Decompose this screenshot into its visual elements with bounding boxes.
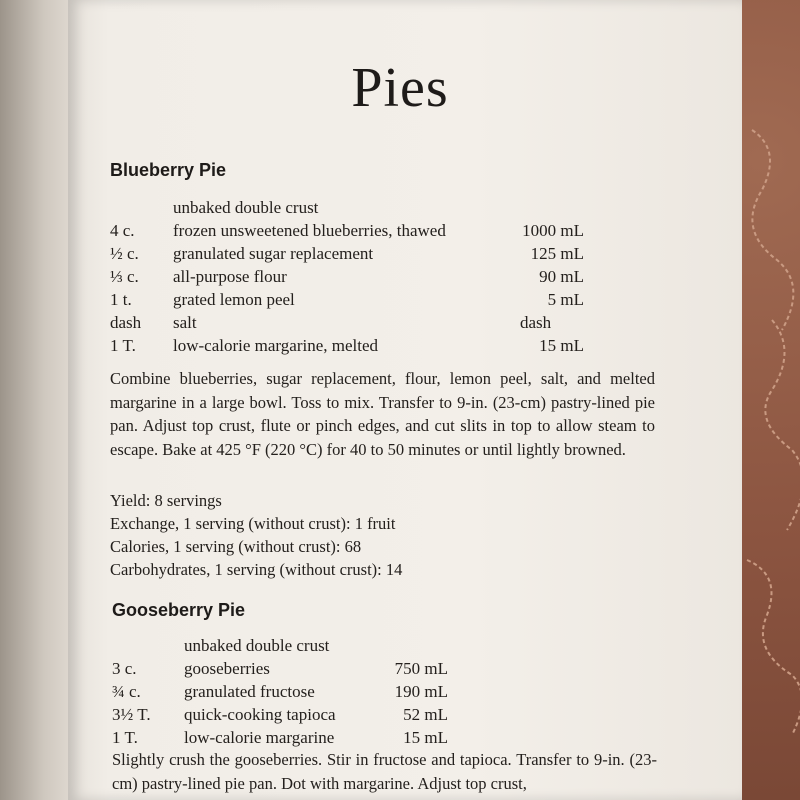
recipe-title-blueberry: Blueberry Pie [110,160,227,180]
directions-gooseberry: Slightly crush the gooseberries. Stir in fructose and tapioca. Transfer to 9-in. (23-cm) pastry-lined pie pan. Dot with margarine. Adjust top crust, [112,750,657,793]
quilt-background [742,0,800,800]
directions-blueberry: Combine blueberries, sugar replacement, flour, lemon peel, salt, and melted margarine in a large bowl. Toss to mix. Transfer to 9-in. (23-cm) pastry-lined pie pan. Adjust top crust, flute or pinch edges, and cut slits in top to allow steam to escape. Bake at 425 °F (220 °C) for 40 to 50 minutes or until lightly browned. [110,369,655,459]
carbohydrates-blueberry: Carbohydrates, 1 serving (without crust): 14 [110,560,403,579]
recipe-title-gooseberry: Gooseberry Pie [112,600,246,620]
yield-blueberry: Yield: 8 servings [110,491,222,510]
calories-blueberry: Calories, 1 serving (without crust): 68 [110,537,362,556]
page-title: Pies [351,57,449,119]
exchange-blueberry: Exchange, 1 serving (without crust): 1 fruit [110,514,396,533]
